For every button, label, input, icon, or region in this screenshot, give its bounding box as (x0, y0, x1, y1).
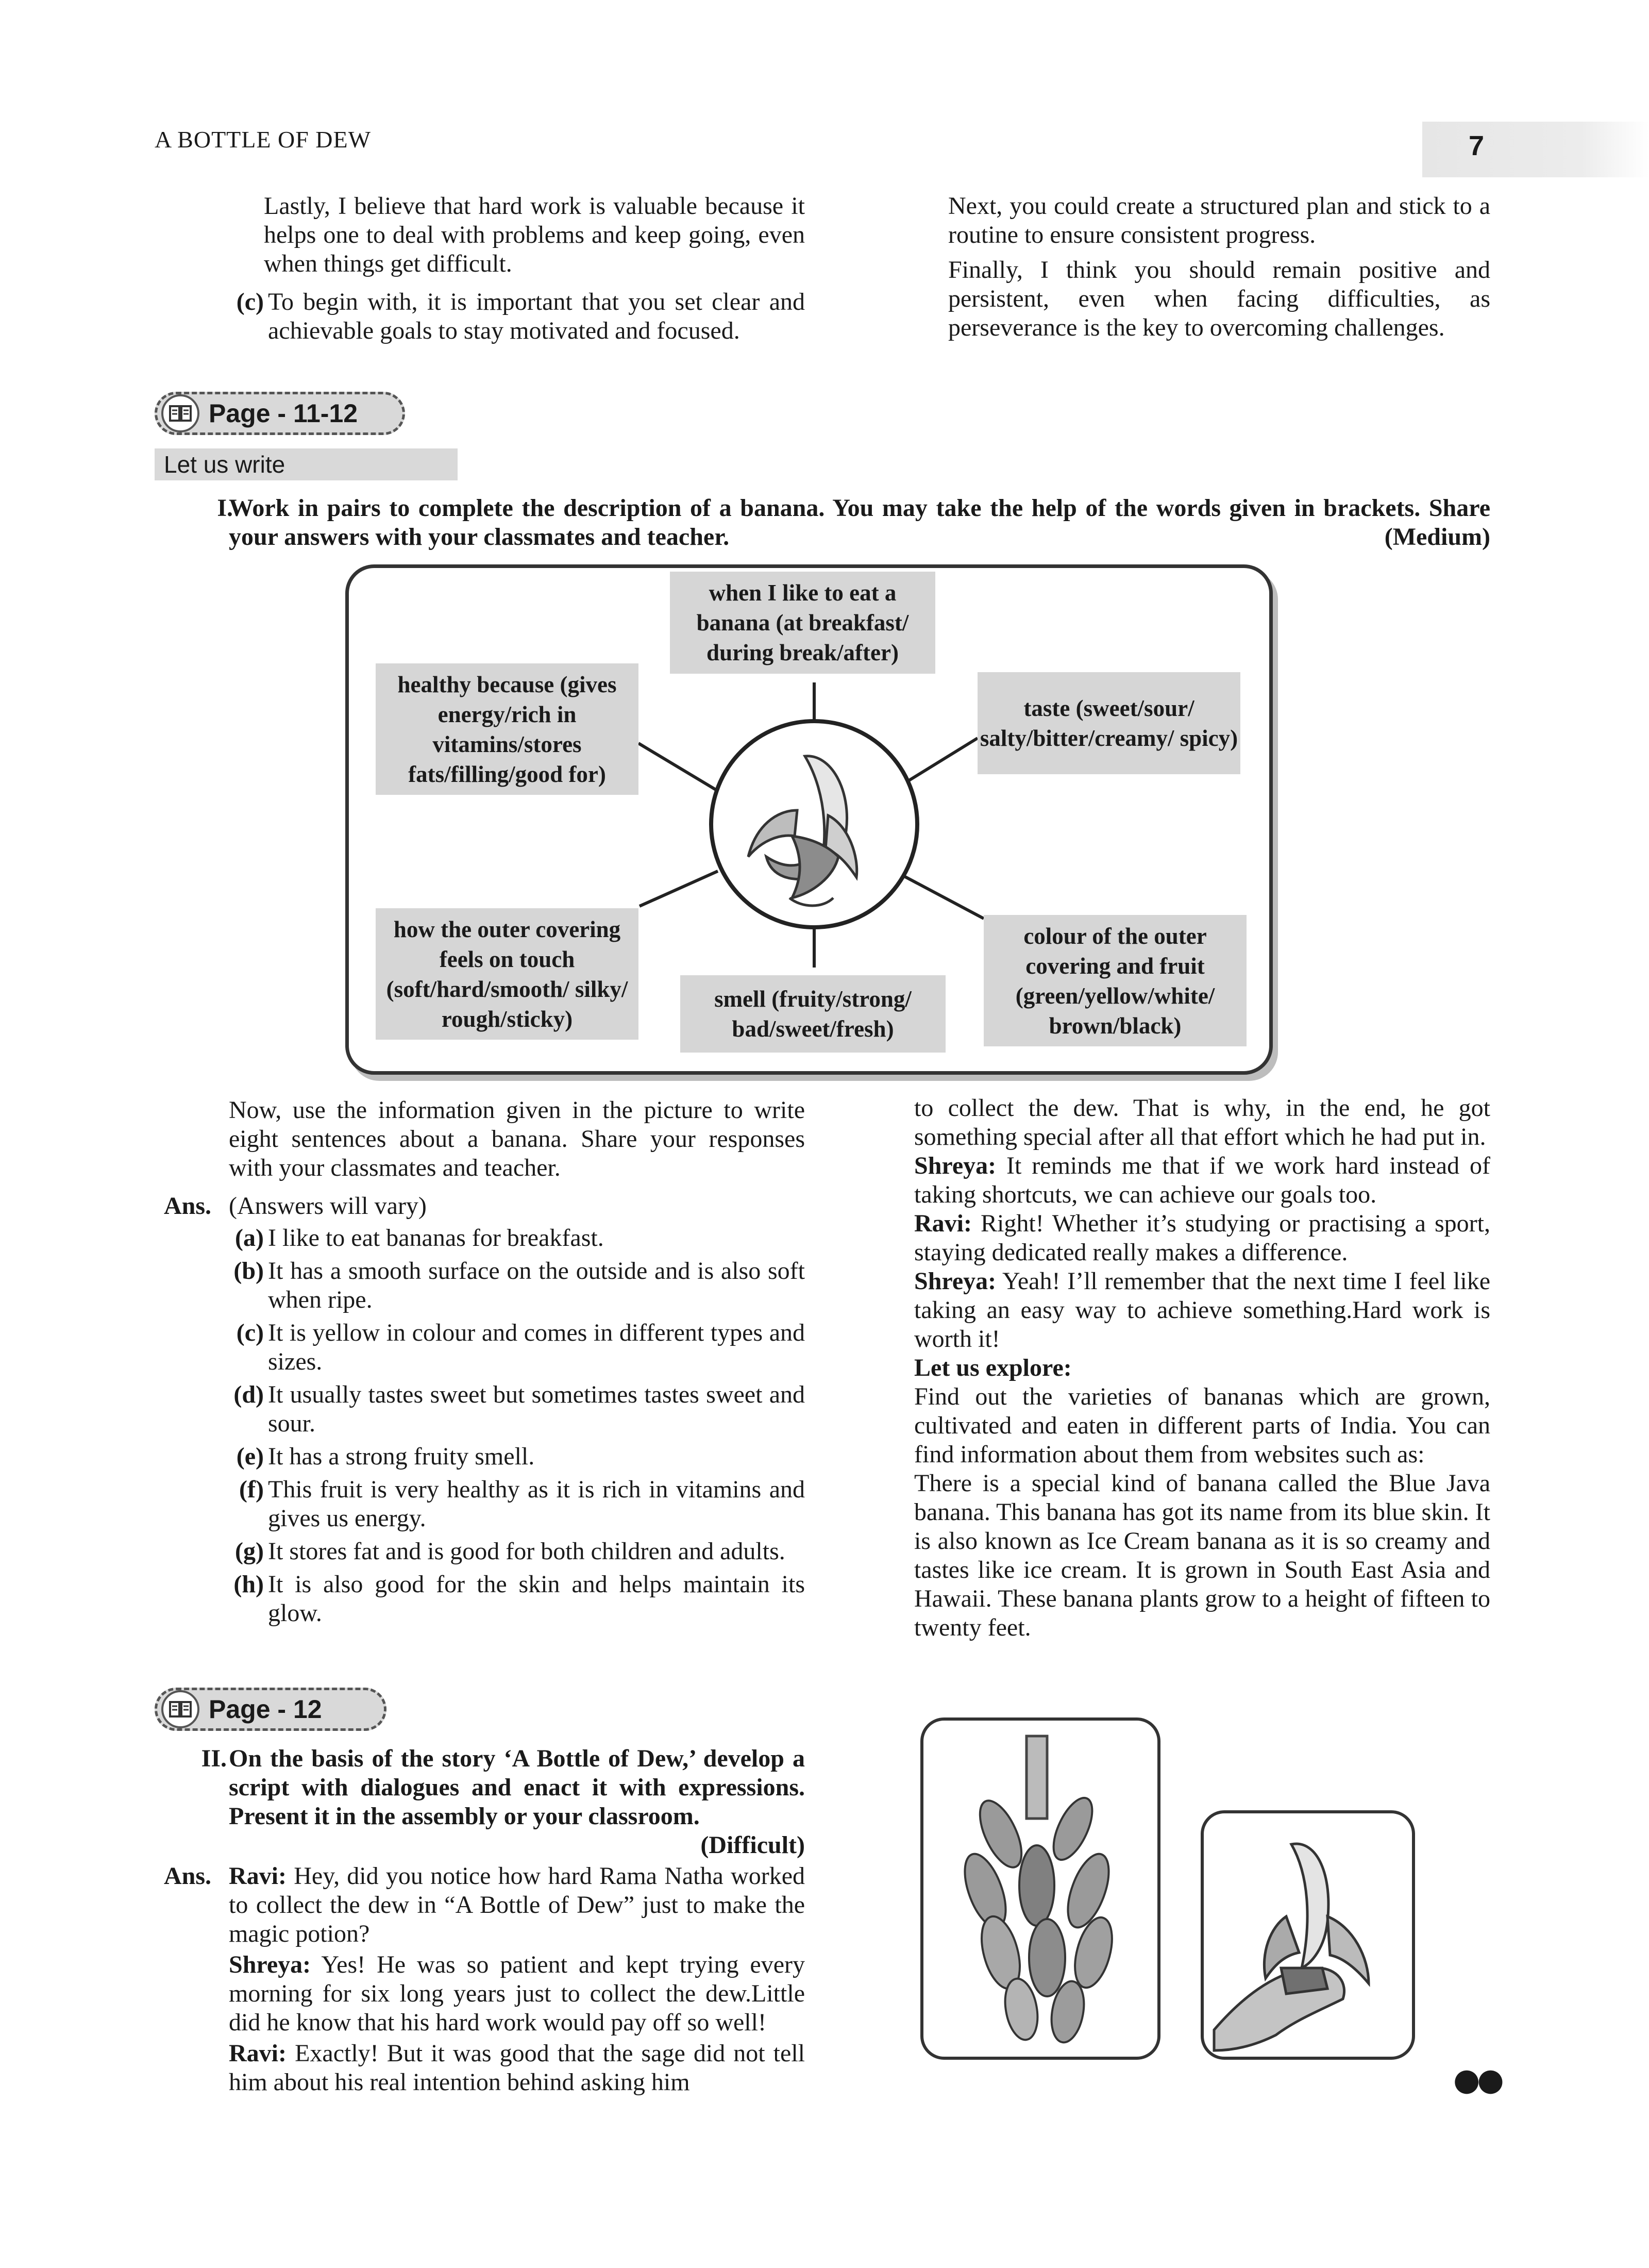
dialogue-text: Yeah! I’ll remember that the next time I feel like taking an easy way to achieve something.Hard work is worth it! (914, 1268, 1491, 1353)
speaker: Shreya: (914, 1268, 997, 1295)
answer-2-label: Ans. (164, 1862, 212, 1890)
dialogue-continuation: to collect the dew. That is why, in the end, he got something special after all that effort which he had put in. (914, 1094, 1490, 1150)
book-icon (161, 394, 199, 432)
speaker: Ravi: (229, 1862, 287, 1890)
answer-text: To begin with, it is important that you set clear and achievable goals to stay motivated and focused. (268, 288, 805, 344)
box-outer-covering-feel: how the outer covering feels on touch (soft/hard/smooth/ silky/ rough/sticky) (376, 908, 638, 1040)
item-label: (a) (235, 1224, 264, 1252)
speaker: Ravi: (914, 1210, 972, 1237)
page-reference-label: Page - 11-12 (209, 399, 358, 428)
item-text: It has a strong fruity smell. (268, 1443, 535, 1470)
item-text: This fruit is very healthy as it is rich in vitamins and gives us energy. (268, 1476, 805, 1532)
explore-heading: Let us explore: (914, 1354, 1072, 1381)
item-label: (f) (239, 1476, 264, 1503)
item-text: I like to eat bananas for breakfast. (268, 1224, 604, 1252)
peeled-banana-illustration (1204, 1813, 1412, 2057)
speaker: Ravi: (229, 2040, 287, 2067)
answer-label: (c) (236, 288, 264, 315)
top-left-paragraph: Lastly, I believe that hard work is valuable because it helps one to deal with problems and keep going, even when things get difficult. (264, 192, 805, 277)
box-colour: colour of the outer covering and fruit (green/yellow/white/ brown/black) (984, 915, 1247, 1046)
right-column-text (914, 1094, 1490, 1642)
item-label: (b) (233, 1257, 264, 1285)
item-text: It is yellow in colour and comes in different types and sizes. (268, 1319, 805, 1375)
question-number: I. (217, 494, 233, 522)
answer-note: (Answers will vary) (229, 1192, 427, 1220)
item-label: (g) (235, 1538, 264, 1565)
diagram-instruction: Now, use the information given in the picture to write eight sentences about a banana. Share your responses with your classmates and teacher. (229, 1096, 805, 1181)
speaker: Shreya: (914, 1152, 997, 1179)
running-title: A BOTTLE OF DEW (155, 126, 372, 153)
blue-java-paragraph: There is a special kind of banana called the Blue Java banana. This banana has got its name from its blue skin. It is also known as Ice Cream banana as it is so creamy and tastes like ice cream. It is grown in South East Asia and Hawaii. These banana plants grow to a height of fifteen to twenty feet. (914, 1470, 1490, 1641)
section-tag: Let us write (155, 448, 458, 480)
box-taste: taste (sweet/sour/ salty/bitter/creamy/ spicy) (978, 672, 1240, 774)
question-text: Work in pairs to complete the description of a banana. You may take the help of the words given in brackets. Share your answers with your classmates and teacher. (229, 494, 1490, 551)
book-icon (161, 1690, 199, 1728)
page-number-band (1422, 122, 1649, 177)
item-text: It has a smooth surface on the outside and is also soft when ripe. (268, 1257, 805, 1313)
box-when-to-eat: when I like to eat a banana (at breakfast/ during break/after) (670, 572, 935, 674)
dialogue-left (229, 1862, 805, 2097)
list-item (224, 1380, 805, 1438)
question-2-text: On the basis of the story ‘A Bottle of Dew,’ develop a script with dialogues and enact it with expressions. Present it in the assembly or your classroom. (229, 1745, 805, 1830)
banana-bunch-illustration (923, 1721, 1157, 2057)
dialogue-text: It reminds me that if we work hard instead of taking shortcuts, we can achieve our goals too. (914, 1152, 1491, 1208)
top-right-paragraph-1: Next, you could create a structured plan and stick to a routine to ensure consistent progress. (948, 192, 1490, 248)
list-item (224, 1537, 805, 1566)
dialogue-text: Hey, did you notice how hard Rama Natha worked to collect the dew in “A Bottle of Dew” just to make the magic potion? (229, 1862, 805, 1947)
list-item (224, 1257, 805, 1314)
item-label: (e) (236, 1443, 264, 1470)
dialogue-line (229, 1950, 805, 2037)
dialogue-text: Right! Whether it’s studying or practising a sport, staying dedicated really makes a difference. (914, 1210, 1490, 1266)
list-item (224, 1570, 805, 1628)
answer-c-top (224, 288, 805, 345)
page-reference-label: Page - 12 (209, 1695, 322, 1724)
item-label: (c) (236, 1319, 264, 1346)
answer-label: Ans. (164, 1192, 212, 1220)
footer-dots: ●● (1453, 2062, 1501, 2098)
list-item (224, 1224, 805, 1253)
list-item (224, 1475, 805, 1533)
list-item (224, 1442, 805, 1471)
banana-description-diagram (345, 564, 1273, 1075)
list-item (224, 1319, 805, 1376)
explore-text: Find out the varieties of bananas which are grown, cultivated and eaten in different parts of India. You can find information about them from websites such as: (914, 1383, 1490, 1468)
dialogue-line (229, 1862, 805, 1948)
peeled-banana-hand-image (1201, 1810, 1415, 2060)
item-label: (d) (233, 1381, 264, 1408)
top-right-paragraph-2: Finally, I think you should remain positive and persistent, even when facing difficulties, as perseverance is the key to overcoming challenges. (948, 256, 1490, 341)
item-text: It usually tastes sweet but sometimes tastes sweet and sour. (268, 1381, 805, 1437)
question-2-difficulty: (Difficult) (700, 1831, 805, 1859)
dialogue-line (914, 1152, 1490, 1209)
banana-circle (711, 721, 917, 927)
item-text: It stores fat and is good for both children and adults. (268, 1538, 785, 1565)
dialogue-line (229, 2039, 805, 2097)
page-reference-badge-2 (155, 1688, 386, 1731)
item-text: It is also good for the skin and helps maintain its glow. (268, 1571, 805, 1627)
page-reference-badge (155, 392, 405, 435)
page-number: 7 (1469, 130, 1485, 161)
difficulty-label: (Medium) (1384, 523, 1490, 551)
question-2-number: II. (201, 1745, 227, 1772)
dialogue-text: Exactly! But it was good that the sage did not tell him about his real intention behind asking him (229, 2040, 805, 2096)
banana-bunch-image (920, 1717, 1160, 2060)
banana-answer-list (224, 1224, 805, 1628)
box-smell: smell (fruity/strong/ bad/sweet/fresh) (680, 975, 946, 1053)
dialogue-line (914, 1209, 1490, 1267)
dialogue-line (914, 1267, 1490, 1354)
box-healthy: healthy because (gives energy/rich in vitamins/stores fats/filling/good for) (376, 663, 638, 795)
dialogue-text: Yes! He was so patient and kept trying every morning for six long years just to collect the dew.Little did he know that his hard work would pay off so well! (229, 1951, 805, 2036)
speaker: Shreya: (229, 1951, 311, 1978)
item-label: (h) (233, 1571, 264, 1598)
